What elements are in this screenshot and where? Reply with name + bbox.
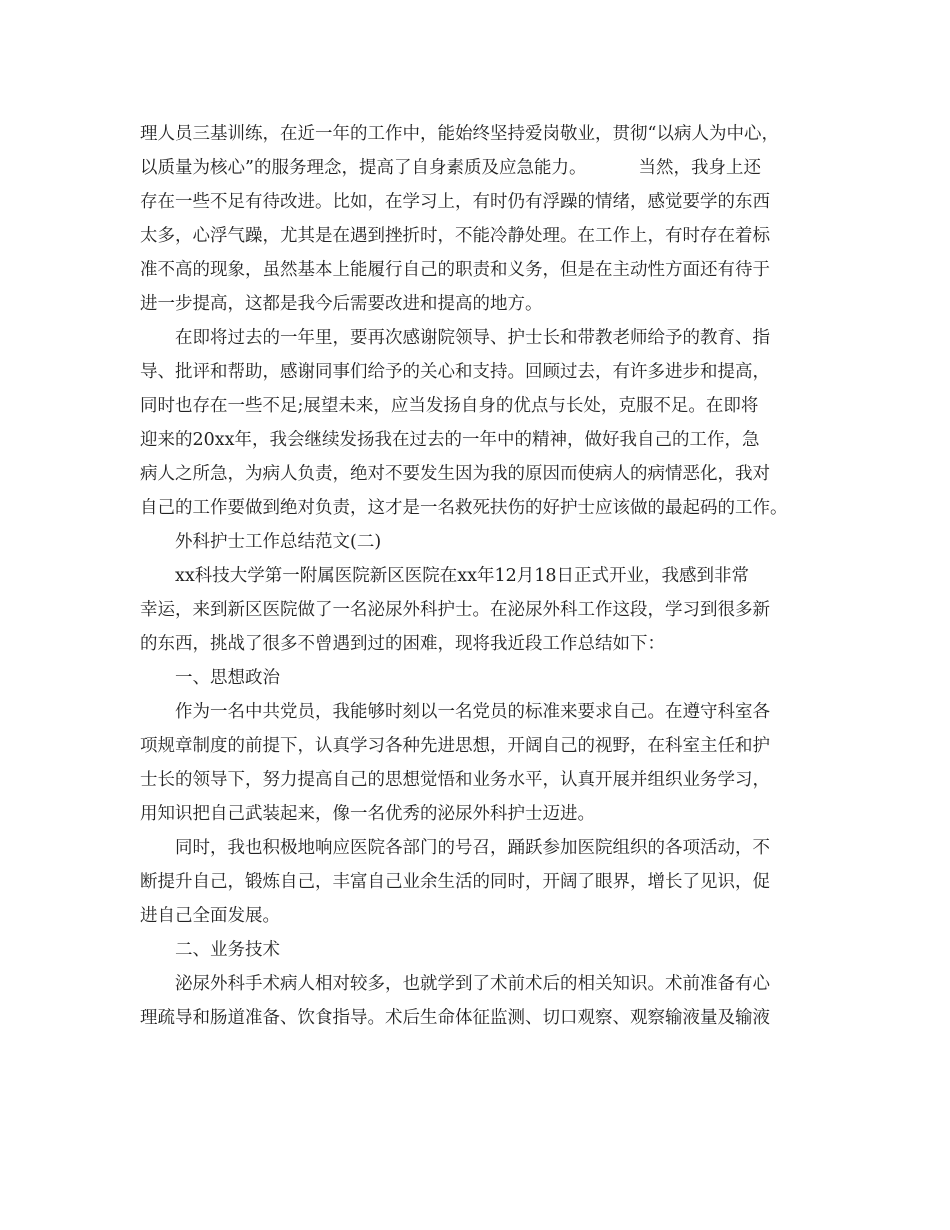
- text-line: 存在一些不足有待改进。比如，在学习上，有时仍有浮躁的情绪，感觉要学的东西: [140, 192, 770, 212]
- text-line: 准不高的现象，虽然基本上能履行自己的职责和义务，但是在主动性方面还有待于: [140, 260, 770, 280]
- text-line: 断提升自己，锻炼自己，丰富自己业余生活的同时，开阔了眼界，增长了见识，促: [140, 872, 770, 892]
- paragraph-start-line: 在即将过去的一年里，要再次感谢院领导、护士长和带教老师给予的教育、指: [175, 328, 770, 348]
- text-line: 项规章制度的前提下，认真学习各种先进思想，开阔自己的视野，在科室主任和护: [140, 736, 770, 756]
- text-line: 理疏导和肠道准备、饮食指导。术后生命体征监测、切口观察、观察输液量及输液: [140, 1008, 770, 1028]
- paragraph-start-line: 作为一名中共党员，我能够时刻以一名党员的标准来要求自己。在遵守科室各: [175, 702, 770, 722]
- text-line: 病人之所急，为病人负责，绝对不要发生因为我的原因而使病人的病情恶化，我对: [140, 464, 770, 484]
- paragraph-start-line: 同时，我也积极地响应医院各部门的号召，踊跃参加医院组织的各项活动，不: [175, 838, 770, 858]
- text-line: 自己的工作要做到绝对负责，这才是一名救死扶伤的好护士应该做的最起码的工作。: [140, 498, 788, 518]
- document-body: [140, 117, 830, 1035]
- text-line: 幸运，来到新区医院做了一名泌尿外科护士。在泌尿外科工作这段，学习到很多新: [140, 600, 770, 620]
- text-line: 士长的领导下，努力提高自己的思想觉悟和业务水平，认真开展并组织业务学习，: [140, 770, 770, 790]
- text-line: 太多，心浮气躁，尤其是在遇到挫折时，不能冷静处理。在工作上，有时存在着标: [140, 226, 770, 246]
- section-title: 外科护士工作总结范文(二): [175, 532, 382, 552]
- paragraph-start-line: xx科技大学第一附属医院新区医院在xx年12月18日正式开业，我感到非常: [175, 566, 750, 586]
- paragraph-start-line: 泌尿外科手术病人相对较多，也就学到了术前术后的相关知识。术前准备有心: [175, 974, 770, 994]
- text-line: 以质量为核心”的服务理念，提高了自身素质及应急能力。 当然，我身上还: [140, 158, 761, 178]
- text-line: 进自己全面发展。: [140, 906, 280, 926]
- text-line: 进一步提高，这都是我今后需要改进和提高的地方。: [140, 294, 543, 314]
- text-line: 迎来的20xx年，我会继续发扬我在过去的一年中的精神，做好我自己的工作，急: [140, 430, 760, 450]
- text-line: 的东西，挑战了很多不曾遇到过的困难，现将我近段工作总结如下：: [140, 634, 665, 654]
- text-line: 用知识把自己武装起来，像一名优秀的泌尿外科护士迈进。: [140, 804, 595, 824]
- section-heading: 二、业务技术: [175, 940, 280, 960]
- text-line: 理人员三基训练，在近一年的工作中，能始终坚持爱岗敬业，贯彻“以病人为中心，: [140, 124, 779, 144]
- text-line: 导、批评和帮助，感谢同事们给予的关心和支持。回顾过去，有许多进步和提高，: [140, 362, 770, 382]
- text-line: 同时也存在一些不足;展望未来，应当发扬自身的优点与长处，克服不足。在即将: [140, 396, 759, 416]
- section-heading: 一、思想政治: [175, 668, 280, 688]
